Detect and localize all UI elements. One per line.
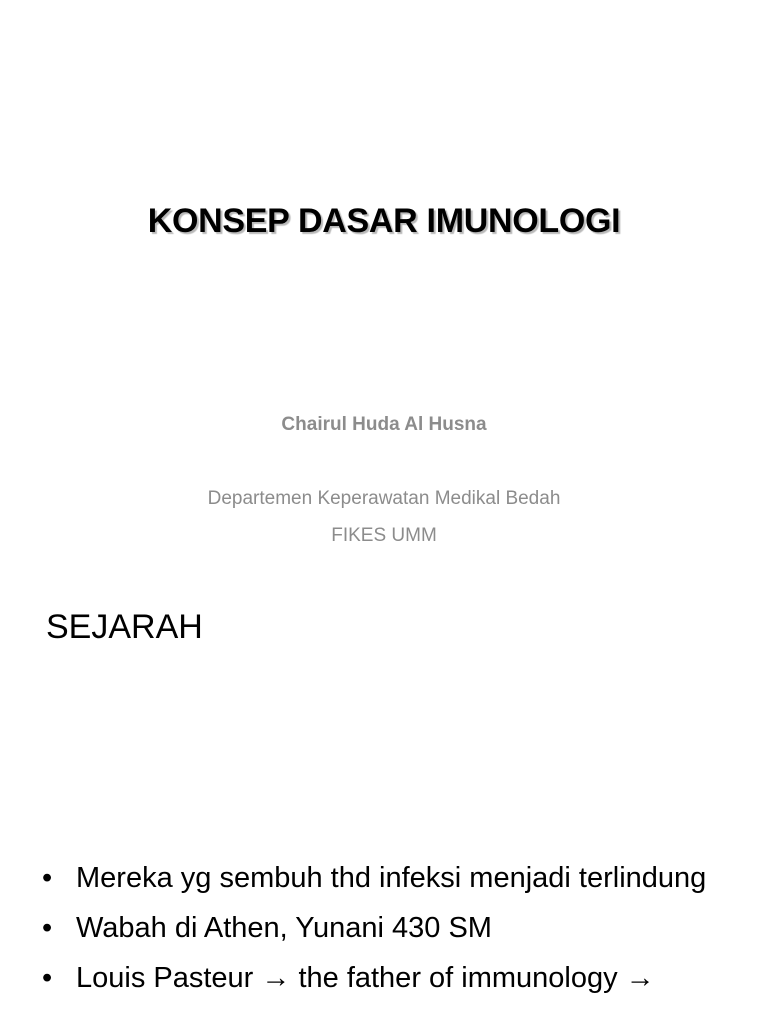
bullet-text: Mereka yg sembuh thd infeksi menjadi terlindung	[76, 862, 707, 894]
bullet-item	[40, 858, 740, 898]
bullet-marker: •	[42, 862, 53, 894]
author-name: Chairul Huda Al Husna	[281, 414, 487, 435]
bullet-text: Louis Pasteur → the father of immunology →	[76, 962, 655, 994]
bullet-marker: •	[42, 912, 53, 944]
bullet-marker: •	[42, 962, 53, 994]
bullet-item	[40, 908, 740, 948]
faculty-name: FIKES UMM	[331, 525, 437, 546]
bullet-text: Wabah di Athen, Yunani 430 SM	[76, 912, 492, 944]
section-heading: SEJARAH	[46, 608, 203, 646]
presentation-title: KONSEP DASAR IMUNOLOGI	[147, 202, 621, 240]
bullet-item	[40, 958, 740, 998]
department-name: Departemen Keperawatan Medikal Bedah	[207, 488, 561, 509]
bullet-list	[40, 858, 740, 1008]
